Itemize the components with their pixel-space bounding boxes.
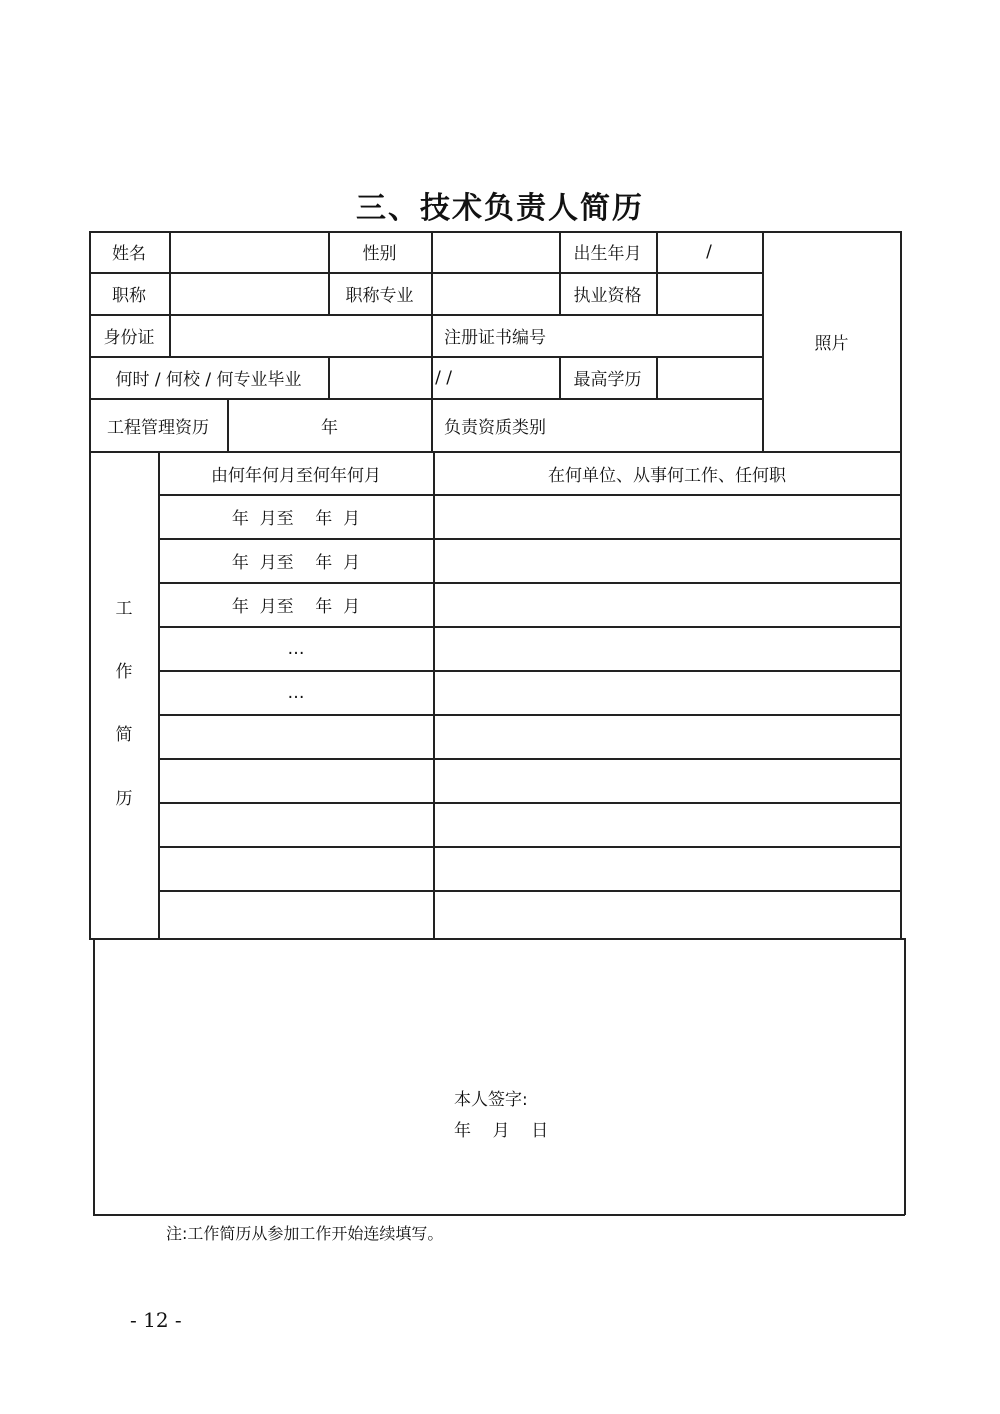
education-field[interactable] — [656, 357, 762, 398]
row-detail[interactable] — [434, 495, 900, 538]
birth-label: 出生年月 — [573, 244, 642, 264]
table-row[interactable]: 年 月至 年 月 — [231, 509, 361, 529]
col-header-detail: 在何单位、从事何工作、任何职 — [548, 465, 786, 486]
id-label: 身份证 — [103, 328, 155, 348]
row-detail[interactable] — [434, 583, 900, 626]
row-detail[interactable] — [434, 539, 900, 582]
row-detail[interactable] — [434, 671, 900, 714]
signature-label: 本人签字: — [454, 1090, 528, 1110]
experience-field[interactable]: 年 — [321, 417, 338, 438]
page-title: 三、技术负责人简历 — [356, 191, 644, 226]
signature-date: 年 月 日 — [454, 1121, 549, 1141]
cert-no-field[interactable] — [560, 315, 762, 356]
title-major-field[interactable] — [432, 273, 559, 314]
side-char: 简 — [115, 725, 133, 745]
qualification-label: 执业资格 — [573, 286, 642, 306]
name-label: 姓名 — [112, 244, 146, 264]
side-char: 工 — [115, 599, 133, 619]
table-row[interactable] — [159, 715, 433, 758]
page-number: - 12 - — [130, 1308, 182, 1332]
graduation-label: 何时 / 何校 / 何专业毕业 — [115, 370, 302, 390]
title-major-label: 职称专业 — [345, 286, 414, 306]
row-detail[interactable] — [434, 847, 900, 890]
row-detail[interactable] — [434, 803, 900, 846]
table-row[interactable]: … — [287, 682, 305, 703]
photo-box[interactable]: 照片 — [814, 334, 849, 354]
gender-label: 性别 — [362, 244, 397, 264]
table-row[interactable]: … — [287, 638, 305, 659]
table-row[interactable] — [159, 891, 433, 938]
footnote: 注:工作简历从参加工作开始连续填写。 — [166, 1224, 444, 1243]
table-row[interactable]: 年 月至 年 月 — [231, 553, 361, 573]
qual-type-label: 负责资质类别 — [444, 417, 546, 438]
table-row[interactable] — [159, 759, 433, 802]
education-label: 最高学历 — [573, 370, 642, 390]
id-field[interactable] — [170, 315, 431, 356]
birth-field[interactable]: / — [706, 241, 712, 262]
row-detail[interactable] — [434, 891, 900, 938]
row-detail[interactable] — [434, 759, 900, 802]
table-row[interactable]: 年 月至 年 月 — [231, 597, 361, 617]
experience-label: 工程管理资历 — [107, 417, 209, 438]
qualification-field[interactable] — [656, 273, 762, 314]
table-row[interactable] — [159, 847, 433, 890]
cert-no-label: 注册证书编号 — [444, 328, 546, 348]
qual-type-field[interactable] — [560, 399, 762, 451]
row-detail[interactable] — [434, 715, 900, 758]
row-detail[interactable] — [434, 627, 900, 670]
side-char: 作 — [115, 662, 133, 682]
side-char: 历 — [115, 789, 133, 809]
title-field[interactable] — [170, 273, 328, 314]
name-field[interactable] — [170, 231, 328, 272]
graduation-field[interactable]: / / — [435, 367, 452, 388]
title-label: 职称 — [112, 286, 146, 306]
col-header-period: 由何年何月至何年何月 — [211, 465, 381, 486]
table-row[interactable] — [159, 803, 433, 846]
gender-field[interactable] — [432, 231, 559, 272]
